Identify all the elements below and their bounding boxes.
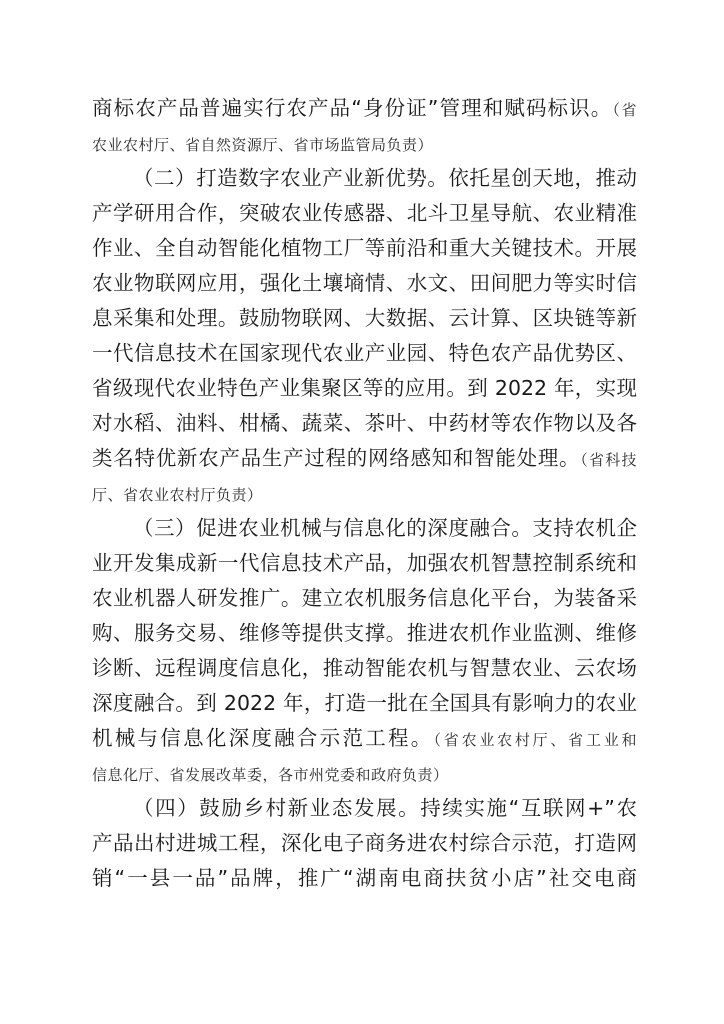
line-text: 机械与信息化深度融合示范工程。 bbox=[92, 726, 434, 750]
text-line bbox=[92, 441, 637, 476]
line-text: 对水稻、油料、柑橘、蔬菜、茶叶、中药材等农作物以及各 bbox=[92, 411, 637, 435]
line-text: （三）促进农业机械与信息化的深度融合。支持农机企 bbox=[133, 516, 637, 540]
responsibility-note: （省科技 bbox=[580, 451, 637, 469]
line-text: 商标农产品普遍实行农产品“身份证”管理和赋码标识。 bbox=[92, 96, 613, 120]
line-text: 农业机器人研发推广。建立农机服务信息化平台，为装备采 bbox=[92, 586, 637, 610]
line-text: 作业、全自动智能化植物工厂等前沿和重大关键技术。开展 bbox=[92, 236, 637, 260]
line-text: 息采集和处理。鼓励物联网、大数据、云计算、区块链等新 bbox=[92, 306, 637, 330]
text-line bbox=[92, 546, 637, 581]
section-heading-line bbox=[92, 161, 637, 196]
text-line bbox=[92, 406, 637, 441]
line-text: 一代信息技术在国家现代农业产业园、特色农产品优势区、 bbox=[92, 341, 637, 365]
line-text: 深度融合。到 2022 年，打造一批在全国具有影响力的农业 bbox=[92, 691, 637, 715]
text-line bbox=[92, 126, 637, 161]
text-line bbox=[92, 336, 637, 371]
line-text: 业开发集成新一代信息技术产品，加强农机智慧控制系统和 bbox=[92, 551, 637, 575]
line-text: （四）鼓励乡村新业态发展。持续实施“互联网+”农 bbox=[133, 796, 637, 820]
text-line bbox=[92, 196, 637, 231]
text-line bbox=[92, 266, 637, 301]
line-text: 购、服务交易、维修等提供支撑。推进农机作业监测、维修 bbox=[92, 621, 637, 645]
responsibility-note: 厅、省农业农村厅负责） bbox=[92, 486, 263, 504]
line-text: 农业物联网应用，强化土壤墒情、水文、田间肥力等实时信 bbox=[92, 271, 637, 295]
line-text: 产品出村进城工程，深化电子商务进农村综合示范，打造网 bbox=[92, 831, 637, 855]
line-text: 省级现代农业特色产业集聚区等的应用。到 2022 年，实现 bbox=[92, 376, 637, 400]
text-line bbox=[92, 231, 637, 266]
line-text: 产学研用合作，突破农业传感器、北斗卫星导航、农业精准 bbox=[92, 201, 637, 225]
body-text bbox=[92, 91, 637, 896]
section-heading-line bbox=[92, 791, 637, 826]
responsibility-note: 信息化厅、省发展改革委，各市州党委和政府负责） bbox=[92, 766, 449, 784]
text-line bbox=[92, 651, 637, 686]
line-text: 诊断、远程调度信息化，推动智能农机与智慧农业、云农场 bbox=[92, 656, 637, 680]
text-line bbox=[92, 686, 637, 721]
text-line bbox=[92, 371, 637, 406]
text-line bbox=[92, 91, 637, 126]
line-text: （二）打造数字农业产业新优势。依托星创天地，推动 bbox=[133, 166, 637, 190]
section-heading-line bbox=[92, 511, 637, 546]
responsibility-note: 农业农村厅、省自然资源厅、省市场监管局负责） bbox=[92, 136, 434, 154]
text-line bbox=[92, 476, 637, 511]
line-text: 销“一县一品”品牌，推广“湖南电商扶贫小店”社交电商 bbox=[92, 866, 637, 890]
responsibility-note: （省农业农村厅、省工业和 bbox=[433, 731, 637, 749]
text-line bbox=[92, 756, 637, 791]
text-line bbox=[92, 301, 637, 336]
text-line bbox=[92, 581, 637, 616]
line-text: 类名特优新农产品生产过程的网络感知和智能处理。 bbox=[92, 446, 581, 470]
text-line bbox=[92, 721, 637, 756]
responsibility-note: （省 bbox=[612, 101, 637, 119]
text-line bbox=[92, 616, 637, 651]
text-line bbox=[92, 826, 637, 861]
text-line bbox=[92, 861, 637, 896]
